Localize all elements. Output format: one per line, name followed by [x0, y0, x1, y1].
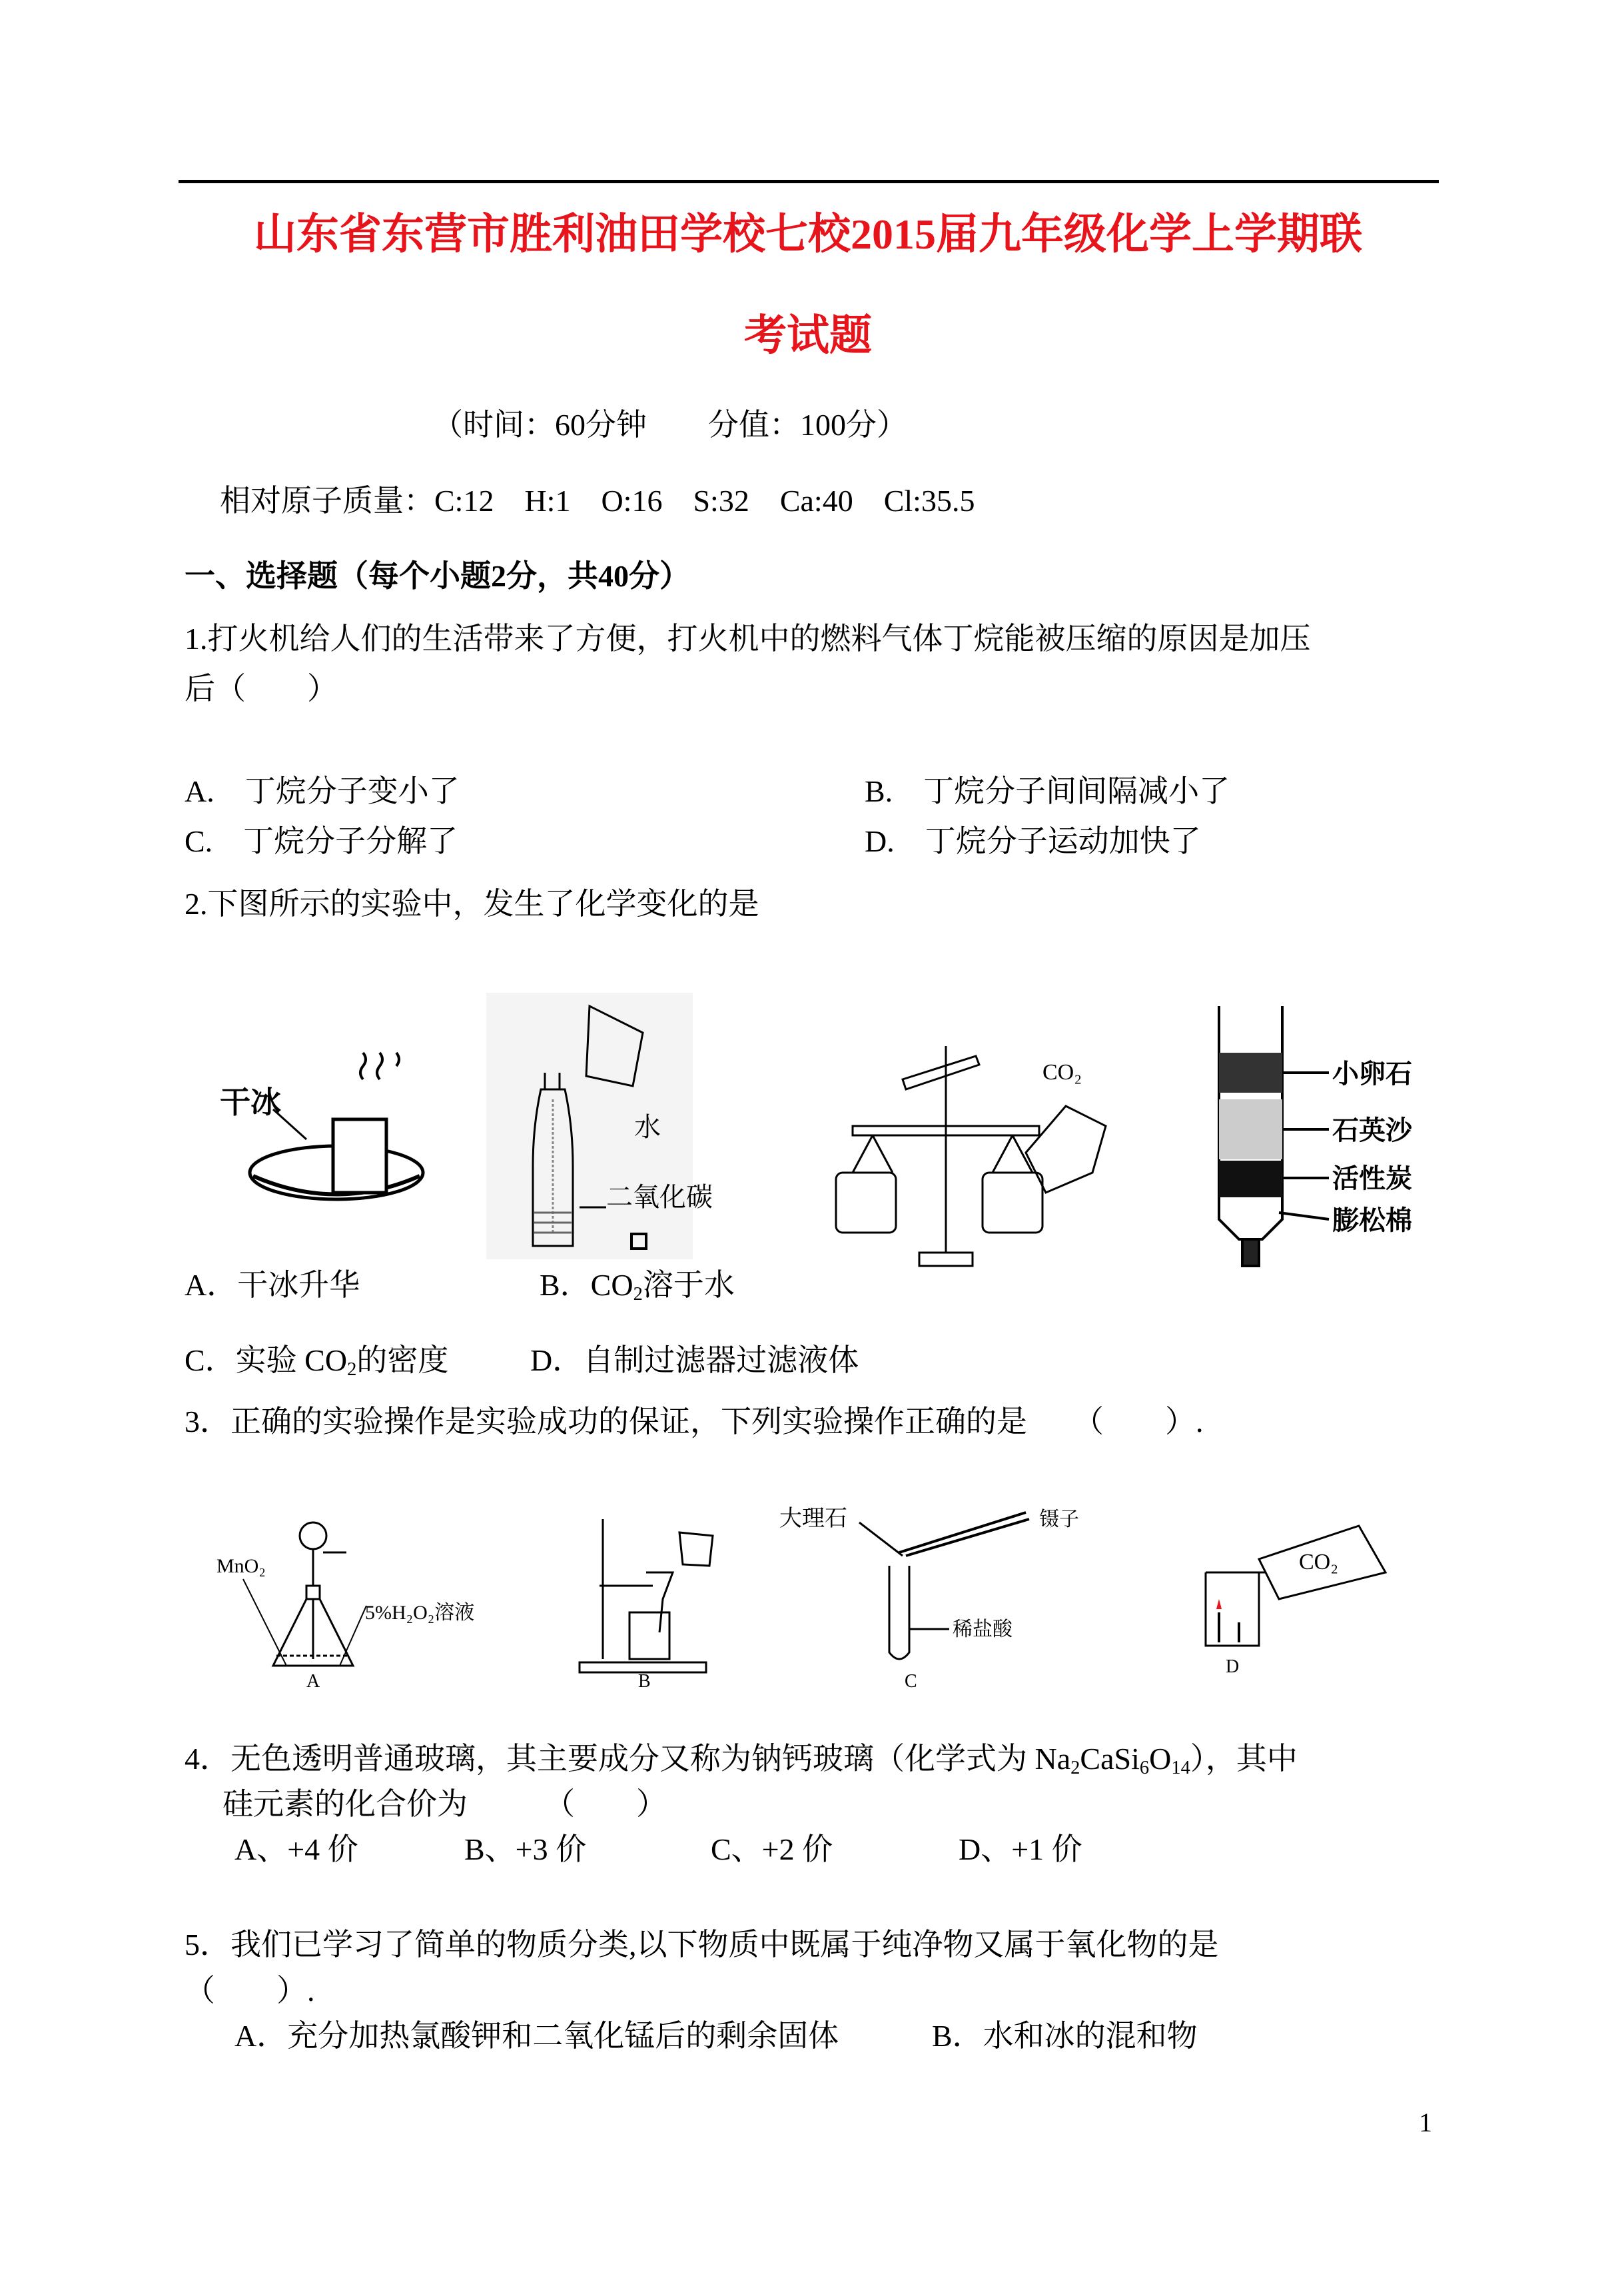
q5-stem-line1: 5．我们已学习了简单的物质分类,以下物质中既属于纯净物又属于氧化物的是	[185, 1928, 1219, 1962]
page-title-line1: 山东省东营市胜利油田学校七校2015届九年级化学上学期联	[254, 211, 1362, 258]
q4-option-a: A、+4 价	[234, 1832, 358, 1866]
dry-ice-label: 干冰	[220, 1085, 281, 1119]
quartz-sand-label: 石英沙	[1332, 1115, 1412, 1145]
co2-density-balance-figure	[826, 1039, 1119, 1266]
q1-option-b: B. 丁烷分子间间隔减小了	[865, 774, 1230, 808]
q1-option-d: D. 丁烷分子运动加快了	[865, 824, 1201, 858]
q2-option-d: D．自制过滤器过滤液体	[530, 1343, 859, 1377]
co2-bottle-figure	[486, 993, 713, 1259]
atomic-masses: 相对原子质量：C:12 H:1 O:16 S:32 Ca:40 Cl:35.5	[220, 484, 975, 518]
q3-label-d: D	[1226, 1656, 1240, 1677]
time-info: （时间：60分钟 分值：100分）	[432, 408, 907, 442]
activated-carbon-label: 活性炭	[1332, 1163, 1412, 1193]
q3-stem: 3．正确的实验操作是实验成功的保证，下列实验操作正确的是 （ ）.	[185, 1405, 1204, 1438]
marble-label: 大理石	[779, 1506, 847, 1531]
q4-option-c: C、+2 价	[711, 1832, 833, 1866]
q4-option-b: B、+3 价	[464, 1832, 587, 1866]
q1-option-a: A. 丁烷分子变小了	[185, 774, 460, 808]
q2-stem: 2.下图所示的实验中，发生了化学变化的是	[185, 887, 759, 921]
q3-label-b: B	[638, 1671, 651, 1692]
q2-option-c: C．实验 $CO_2$的密度	[185, 1343, 449, 1381]
q1-stem-line1: 1.打火机给人们的生活带来了方便，打火机中的燃料气体丁烷能被压缩的原因是加压	[185, 622, 1311, 656]
q3-label-a: A	[306, 1671, 320, 1692]
header-rule	[179, 180, 1439, 183]
q4-stem-line1: 4．无色透明普通玻璃，其主要成分又称为钠钙玻璃（化学式为 $Na_2CaSi_6O_{14}$），其中	[185, 1742, 1298, 1779]
q4-stem-line2: 硅元素的化合价为 （ ）	[222, 1787, 667, 1821]
q1-option-c: C. 丁烷分子分解了	[185, 824, 458, 858]
q5-stem-line2: （ ）.	[185, 1974, 315, 2008]
q2-option-b: B．$CO_2$溶于水	[540, 1268, 735, 1305]
q3-figure-a	[213, 1512, 533, 1692]
dry-ice-figure	[213, 1039, 453, 1213]
q4-option-d: D、+1 价	[959, 1832, 1082, 1866]
q3-co2-label: CO₂	[1299, 1550, 1339, 1574]
section-heading: 一、选择题（每个小题2分，共40分）	[185, 559, 690, 593]
cotton-label: 膨松棉	[1332, 1205, 1412, 1235]
page-title-line2: 考试题	[744, 312, 872, 359]
q3-label-c: C	[905, 1671, 917, 1692]
q1-stem-line2: 后（ ）	[185, 672, 338, 706]
q3-figure-c	[773, 1499, 1106, 1692]
q3-figure-d	[1192, 1512, 1399, 1686]
dilute-hcl-label: 稀盐酸	[953, 1618, 1012, 1640]
mno2-label: MnO₂	[216, 1555, 266, 1577]
water-label: 水	[634, 1112, 661, 1142]
co2-label: CO₂	[1042, 1060, 1082, 1085]
q3-figure-b	[573, 1512, 719, 1692]
tweezers-label: 镊子	[1039, 1508, 1079, 1530]
pebbles-label: 小卵石	[1332, 1059, 1412, 1089]
page-number: 1	[1419, 2107, 1432, 2137]
h2o2-label: 5%H₂O₂溶液	[365, 1602, 475, 1624]
co2-cn-label: 二氧化碳	[606, 1182, 713, 1212]
q5-option-a: A．充分加热氯酸钾和二氧化锰后的剩余固体	[234, 2019, 839, 2053]
q2-option-a: A．干冰升华	[185, 1268, 360, 1302]
filter-figure	[1206, 1006, 1445, 1279]
q5-option-b: B．水和冰的混和物	[932, 2019, 1198, 2053]
